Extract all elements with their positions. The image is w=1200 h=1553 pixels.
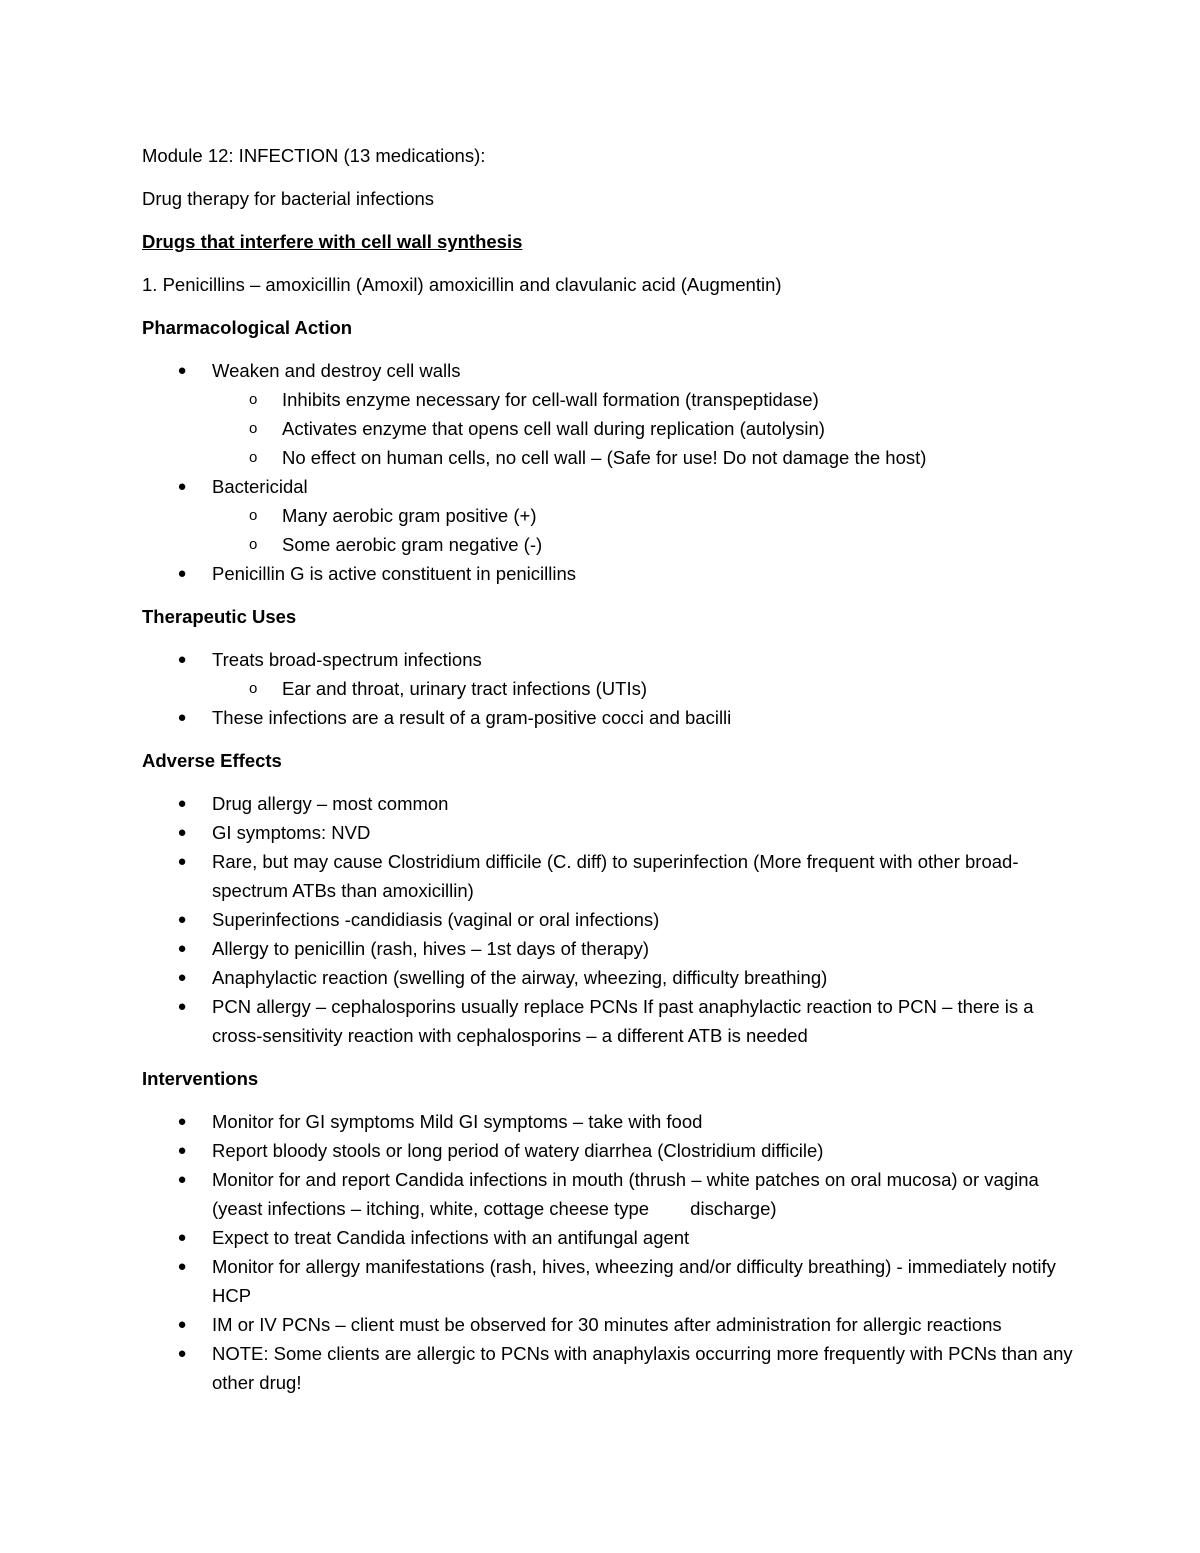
bullet-icon: ● xyxy=(177,853,187,870)
therapeutic-uses-list xyxy=(142,645,1082,732)
bullet-icon: ● xyxy=(177,1345,187,1362)
list-item-text: Weaken and destroy cell walls xyxy=(212,360,461,381)
list-item xyxy=(142,1136,1082,1165)
list-item-text: NOTE: Some clients are allergic to PCNs with anaphylaxis occurring more frequently with PCNs than any other drug! xyxy=(212,1343,1073,1393)
list-item-text: Monitor for allergy manifestations (rash, hives, wheezing and/or difficulty breathing) - immediately notify HCP xyxy=(212,1256,1056,1306)
sub-list-item xyxy=(212,443,1082,472)
list-item xyxy=(142,1165,1082,1223)
bullet-icon: ● xyxy=(177,911,187,928)
sub-list xyxy=(212,501,1082,559)
list-item xyxy=(142,1339,1082,1397)
adverse-effects-heading: Adverse Effects xyxy=(142,750,282,771)
circle-bullet-icon: o xyxy=(249,536,258,553)
module-title: Module 12: INFECTION (13 medications): xyxy=(142,145,486,166)
list-item-text: Anaphylactic reaction (swelling of the airway, wheezing, difficulty breathing) xyxy=(212,967,828,988)
list-item xyxy=(142,963,1082,992)
list-item xyxy=(142,992,1082,1050)
list-item xyxy=(142,934,1082,963)
list-item-text: Treats broad-spectrum infections xyxy=(212,649,482,670)
sub-list-item xyxy=(212,385,1082,414)
sub-list xyxy=(212,674,1082,703)
sub-list xyxy=(212,385,1082,472)
circle-bullet-icon: o xyxy=(249,391,258,408)
drug-line: 1. Penicillins – amoxicillin (Amoxil) amoxicillin and clavulanic acid (Augmentin) xyxy=(142,274,782,295)
bullet-icon: ● xyxy=(177,1142,187,1159)
list-item xyxy=(142,703,1082,732)
list-item xyxy=(142,356,1082,472)
list-item-text: These infections are a result of a gram-positive cocci and bacilli xyxy=(212,707,732,728)
list-item-text: GI symptoms: NVD xyxy=(212,822,371,843)
bullet-icon: ● xyxy=(177,565,187,582)
bullet-icon: ● xyxy=(177,998,187,1015)
sub-list-item-text: Activates enzyme that opens cell wall during replication (autolysin) xyxy=(282,418,825,439)
list-item-text: Monitor for GI symptoms Mild GI symptoms – take with food xyxy=(212,1111,703,1132)
list-item xyxy=(142,1252,1082,1310)
pharmacological-action-list xyxy=(142,356,1082,588)
bullet-icon: ● xyxy=(177,478,187,495)
sub-list-item xyxy=(212,530,1082,559)
list-item xyxy=(142,472,1082,559)
circle-bullet-icon: o xyxy=(249,507,258,524)
list-item xyxy=(142,559,1082,588)
sub-list-item-text: Many aerobic gram positive (+) xyxy=(282,505,537,526)
list-item-text: IM or IV PCNs – client must be observed for 30 minutes after administration for allergic reactions xyxy=(212,1314,1002,1335)
bullet-icon: ● xyxy=(177,651,187,668)
circle-bullet-icon: o xyxy=(249,680,258,697)
bullet-icon: ● xyxy=(177,709,187,726)
bullet-icon: ● xyxy=(177,969,187,986)
bullet-icon: ● xyxy=(177,1316,187,1333)
sub-list-item xyxy=(212,501,1082,530)
bullet-icon: ● xyxy=(177,795,187,812)
bullet-icon: ● xyxy=(177,1229,187,1246)
list-item xyxy=(142,905,1082,934)
list-item xyxy=(142,1107,1082,1136)
list-item xyxy=(142,1223,1082,1252)
therapeutic-uses-heading: Therapeutic Uses xyxy=(142,606,297,627)
pharmacological-action-heading: Pharmacological Action xyxy=(142,317,353,338)
sub-list-item xyxy=(212,414,1082,443)
list-item-text: Drug allergy – most common xyxy=(212,793,449,814)
list-item-text: Bactericidal xyxy=(212,476,308,497)
interventions-heading: Interventions xyxy=(142,1068,259,1089)
list-item xyxy=(142,789,1082,818)
list-item-text: Monitor for and report Candida infections in mouth (thrush – white patches on oral mucosa) or vagina (yeast infections – itching, white, cottage cheese type discharge) xyxy=(212,1169,1044,1219)
list-item-text: Penicillin G is active constituent in penicillins xyxy=(212,563,577,584)
circle-bullet-icon: o xyxy=(249,420,258,437)
list-item-text: PCN allergy – cephalosporins usually replace PCNs If past anaphylactic reaction to PCN – there is a cross-sensitivity reaction with cephalosporins – a different ATB is needed xyxy=(212,996,1034,1046)
document-body xyxy=(142,141,1082,1411)
list-item xyxy=(142,818,1082,847)
list-item xyxy=(142,847,1082,905)
list-item-text: Expect to treat Candida infections with an antifungal agent xyxy=(212,1227,690,1248)
sub-list-item-text: Some aerobic gram negative (-) xyxy=(282,534,543,555)
list-item xyxy=(142,1310,1082,1339)
bullet-icon: ● xyxy=(177,1171,187,1188)
list-item-text: Rare, but may cause Clostridium difficile (C. diff) to superinfection (More frequent with other broad- spectrum ATBs than amoxicillin) xyxy=(212,851,1019,901)
bullet-icon: ● xyxy=(177,362,187,379)
section-heading: Drugs that interfere with cell wall synthesis xyxy=(142,231,523,252)
circle-bullet-icon: o xyxy=(249,449,258,466)
sub-list-item xyxy=(212,674,1082,703)
list-item xyxy=(142,645,1082,703)
list-item-text: Superinfections -candidiasis (vaginal or oral infections) xyxy=(212,909,660,930)
interventions-list xyxy=(142,1107,1082,1397)
sub-list-item-text: Inhibits enzyme necessary for cell-wall formation (transpeptidase) xyxy=(282,389,819,410)
bullet-icon: ● xyxy=(177,824,187,841)
list-item-text: Allergy to penicillin (rash, hives – 1st days of therapy) xyxy=(212,938,650,959)
adverse-effects-list xyxy=(142,789,1082,1050)
sub-list-item-text: No effect on human cells, no cell wall – (Safe for use! Do not damage the host) xyxy=(282,447,927,468)
module-subtitle: Drug therapy for bacterial infections xyxy=(142,188,435,209)
bullet-icon: ● xyxy=(177,940,187,957)
list-item-text: Report bloody stools or long period of watery diarrhea (Clostridium difficile) xyxy=(212,1140,824,1161)
bullet-icon: ● xyxy=(177,1258,187,1275)
sub-list-item-text: Ear and throat, urinary tract infections (UTIs) xyxy=(282,678,647,699)
bullet-icon: ● xyxy=(177,1113,187,1130)
